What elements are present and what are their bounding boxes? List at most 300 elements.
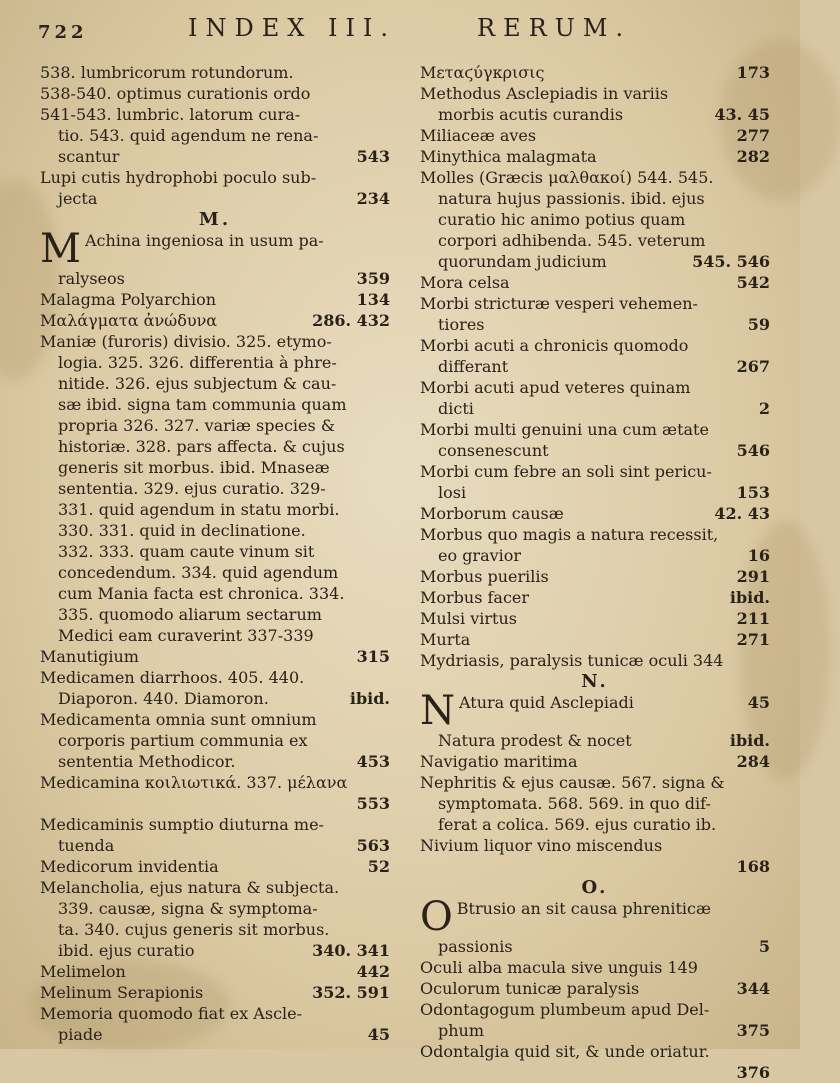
index-entry [40,226,390,272]
index-entry-text [420,608,517,629]
index-entry-label: Nephritis & ejus causæ. 567. signa & [420,773,725,792]
page-header [20,12,780,54]
index-entry [420,629,770,650]
index-page-reference: 234 [356,189,390,208]
index-entry-text [58,394,347,415]
index-page-reference [384,394,390,415]
index-entry-text [58,125,318,146]
index-page-reference: 352. 591 [312,983,390,1002]
index-letter-heading: O. [581,877,609,898]
index-entry [40,562,390,583]
index-page-reference [384,1003,390,1024]
index-entry-label: Minythica malagmata [420,147,597,166]
index-entry-text [420,978,639,999]
index-entry [420,856,770,877]
index-entry-text [438,209,685,230]
index-page-reference: 5 [758,937,770,956]
index-entry-text [58,730,308,751]
index-page-reference: 340. 341 [312,941,390,960]
index-page-reference [384,814,390,835]
index-entry [420,999,770,1020]
index-entry-text [438,398,474,419]
index-entry-text [40,772,347,793]
index-entry-text [40,814,324,835]
index-entry [420,730,770,751]
index-page-reference [384,898,390,919]
index-entry [420,167,770,188]
index-entry [40,856,390,877]
index-entry-text [420,272,510,293]
index-entry-label: corpori adhibenda. 545. veterum [438,231,706,250]
index-entry-label: Methodus Asclepiadis in variis [420,84,669,103]
index-entry-label: Morbus quo magis a natura recessit, [420,525,719,544]
index-page-reference: 16 [747,546,770,565]
index-entry [420,650,770,671]
index-entry [420,461,770,482]
index-entry-text [58,919,329,940]
index-page-reference [764,377,770,398]
drop-capital: M [40,226,81,272]
index-entry-label: 332. 333. quam caute vinum sit [58,542,315,561]
index-entry-label: Achina ingeniosa in usum pa- [84,231,324,250]
index-entry-text [40,331,332,352]
index-entry-text [420,587,529,608]
index-entry-text [420,419,709,440]
index-page-reference [384,331,390,352]
index-page-reference: 271 [736,630,770,649]
index-entry-label: differant [438,357,509,376]
index-entry-label: sententia Methodicor. [58,752,236,771]
index-entry [40,188,390,209]
index-entry-label: Medicorum invidentia [40,857,219,876]
index-entry-label: Memoria quomodo fiat ex Ascle- [40,1004,303,1023]
index-page-reference [764,835,770,856]
index-entry [40,772,390,793]
index-page-reference [384,230,390,268]
index-entry-label: Atura quid Asclepiadi [459,693,634,712]
index-entry [40,125,390,146]
index-entry-text [40,961,126,982]
index-entry-text [438,545,521,566]
index-page-reference: 453 [356,752,390,771]
index-entry [40,961,390,982]
index-page-reference [384,667,390,688]
index-entry-label: generis sit morbus. ibid. Mnaseæ [58,458,330,477]
index-entry-label: historiæ. 328. pars affecta. & cujus [58,437,345,456]
index-entry-label: Miliaceæ aves [420,126,537,145]
index-entry-text [58,415,335,436]
index-entry-label: ferat a colica. 569. ejus curatio ib. [438,815,717,834]
index-entry-text [58,898,318,919]
index-page-reference: ibid. [349,689,390,708]
index-entry-text [58,373,336,394]
index-entry [40,394,390,415]
index-entry [40,835,390,856]
index-page-reference [384,352,390,373]
index-page-reference [764,957,770,978]
index-entry-label: ta. 340. cujus generis sit morbus. [58,920,330,939]
index-entry-label: 331. quid agendum in statu morbi. [58,500,340,519]
index-entry-label: Mydriasis, paralysis tunicæ oculi 344 [420,651,724,670]
index-entry [420,608,770,629]
index-page-reference [384,730,390,751]
index-entry-text [58,436,345,457]
index-entry [420,377,770,398]
index-entry [40,1024,390,1045]
index-entry-label: dicti [438,399,474,418]
index-page-reference: 168 [736,857,770,876]
index-page-reference: 211 [736,609,770,628]
index-entry [40,940,390,961]
index-entry-text [58,541,314,562]
index-entry [420,688,770,734]
index-entry-label: nitide. 326. ejus subjectum & cau- [58,374,337,393]
index-page-reference: 43. 45 [714,105,770,124]
index-entry-label: 335. quomodo aliarum sectarum [58,605,322,624]
index-page-reference [764,898,770,936]
index-page-reference [384,104,390,125]
index-entry-label: passionis [438,937,513,956]
index-entry-label: Morbus facer [420,588,530,607]
index-entry [40,167,390,188]
index-entry-text [58,835,114,856]
index-entry-label: Molles (Græcis μαλθακοί) 544. 545. [420,168,714,187]
index-page-reference: 376 [736,1063,770,1082]
index-entry-label: piade [58,1025,103,1044]
running-title-left: INDEX III. [188,14,397,42]
index-entry-text [420,335,688,356]
index-entry-text [420,650,723,671]
index-entry-label: Odontagogum plumbeum apud Del- [420,1000,710,1019]
index-entry [40,541,390,562]
index-page-reference [384,478,390,499]
index-entry-label: Lupi cutis hydrophobi poculo sub- [40,168,317,187]
index-entry [40,520,390,541]
index-page-reference: 286. 432 [312,311,390,330]
index-entry-label: Manutigium [40,647,139,666]
index-entry [40,709,390,730]
index-page-reference: 59 [747,315,770,334]
index-page-reference: 543 [356,147,390,166]
index-entry-label: 538-540. optimus curationis ordo [40,84,311,103]
index-entry [40,373,390,394]
index-entry [420,104,770,125]
index-page-reference [764,83,770,104]
index-entry-label: 339. causæ, signa & symptoma- [58,899,318,918]
index-entry-text [58,146,119,167]
index-entry [420,1041,770,1062]
index-entry-label: Morbi acuti apud veteres quinam [420,378,691,397]
index-page-reference [764,814,770,835]
index-entry-text [40,646,139,667]
index-entry [420,314,770,335]
index-entry-label: Malagma Polyarchion [40,290,217,309]
index-page-reference [764,188,770,209]
index-entry-label: phum [438,1021,485,1040]
index-entry [40,919,390,940]
index-entry [40,352,390,373]
index-entry-text [420,377,690,398]
index-page-reference [384,919,390,940]
index-entry [420,62,770,83]
index-entry [40,982,390,1003]
index-entry-text [438,356,508,377]
index-entry-text [58,457,330,478]
index-entry [420,894,770,940]
index-entry [420,978,770,999]
index-entry-label: ibid. ejus curatio [58,941,195,960]
index-entry-label: Maniæ (furoris) divisio. 325. etymo- [40,332,332,351]
index-entry-text [438,104,623,125]
index-page-reference [384,520,390,541]
index-entry-label: Medicamenta omnia sunt omnium [40,710,317,729]
index-entry-label: Melimelon [40,962,126,981]
index-entry-label: symptomata. 568. 569. in quo dif- [438,794,711,813]
index-page-reference [764,1041,770,1062]
index-entry-label: Navigatio maritima [420,752,578,771]
index-entry [40,268,390,289]
index-page-reference: 2 [758,399,770,418]
index-entry [40,310,390,331]
index-entry-text [58,688,269,709]
index-entry [420,125,770,146]
index-page-reference: 42. 43 [714,504,770,523]
index-entry-text [40,1003,302,1024]
index-entry [40,646,390,667]
index-entry [420,419,770,440]
index-page-reference: 153 [736,483,770,502]
index-entry-label: Μεταϛύγκρισις [420,63,545,82]
index-entry-text [438,482,466,503]
index-entry-text [438,314,485,335]
index-page-reference: 52 [367,857,390,876]
index-entry-label: Melinum Serapionis [40,983,204,1002]
index-entry-text [58,1024,103,1045]
index-entry-text [58,562,338,583]
index-entry-label: Morbus puerilis [420,567,549,586]
index-page-reference [384,373,390,394]
index-entry-text [58,188,97,209]
index-entry [40,146,390,167]
index-page-reference [764,230,770,251]
index-page-reference [384,62,390,83]
index-entry [40,331,390,352]
index-entry-label: tiores [438,315,485,334]
index-page-reference [384,436,390,457]
index-entry-text [40,982,203,1003]
index-entry [420,1020,770,1041]
index-entry-label: Diaporon. 440. Diamoron. [58,689,269,708]
index-entry-text [420,999,709,1020]
index-entry [420,230,770,251]
index-entry-label: Btrusio an sit causa phreniticæ [456,899,712,918]
index-entry [420,1062,770,1083]
index-entry-label: Odontalgia quid sit, & unde oriatur. [420,1042,710,1061]
index-entry-label: Oculi alba macula sive unguis 149 [420,958,698,977]
index-entry-label: logia. 325. 326. differentia à phre- [58,353,337,372]
index-entry [40,499,390,520]
index-entry-label: Morbi acuti a chronicis quomodo [420,336,689,355]
index-page-reference: ibid. [729,588,770,607]
index-entry [420,503,770,524]
index-entry-text [420,125,536,146]
index-entry-text [40,877,339,898]
index-entry-text [420,167,713,188]
index-entry-label: Morbi multi genuini una cum ætate [420,420,709,439]
index-entry-text [438,230,705,251]
index-page-reference [764,167,770,188]
index-entry [420,440,770,461]
index-entry-label: jecta [58,189,98,208]
index-entry-label: Medici eam curaverint 337-339 [58,626,314,645]
index-entry [420,251,770,272]
index-letter-heading: N. [581,671,609,692]
index-page-reference [384,457,390,478]
index-entry-label: quorundam judicium [438,252,607,271]
index-entry [420,293,770,314]
index-entry [40,877,390,898]
index-page-reference [384,562,390,583]
index-entry-text [420,957,698,978]
index-entry [40,625,390,646]
index-entry [420,957,770,978]
index-entry-label: Morbi cum febre an soli sint pericu- [420,462,712,481]
index-entry-label: Μαλάγματα ἀνώδυνα [40,311,218,330]
index-entry-text [58,604,322,625]
drop-capital: N [420,688,455,734]
index-entry [40,751,390,772]
index-entry [420,272,770,293]
index-entry-label: Mora celsa [420,273,510,292]
index-page-reference [384,125,390,146]
index-entry-text [438,730,632,751]
index-entry [420,545,770,566]
index-entry [40,583,390,604]
index-entry [420,398,770,419]
index-page-reference: 291 [736,567,770,586]
index-entry-text [420,1041,710,1062]
index-entry-label: losi [438,483,467,502]
index-entry-text [420,688,634,734]
index-entry [420,587,770,608]
index-entry [40,898,390,919]
index-entry [40,688,390,709]
index-entry-label: tuenda [58,836,115,855]
index-entry [40,667,390,688]
index-entry [40,1003,390,1024]
right-column [420,62,770,1083]
index-entry-text [420,524,718,545]
index-page-reference [384,709,390,730]
index-entry-label: tio. 543. quid agendum ne rena- [58,126,319,145]
index-entry-label: Medicamen diarrhoos. 405. 440. [40,668,305,687]
index-entry-label: sententia. 329. ejus curatio. 329- [58,479,326,498]
index-page-reference [384,415,390,436]
index-entry [420,936,770,957]
index-entry-text [420,894,712,940]
index-entry-text [40,104,300,125]
index-entry-label: cum Mania facta est chronica. 334. [58,584,345,603]
index-entry-label: Murta [420,630,471,649]
index-entry-text [420,293,698,314]
index-entry-label: corporis partium communia ex [58,731,308,750]
index-entry [40,814,390,835]
index-entry-text [438,1020,484,1041]
index-page-reference [384,604,390,625]
index-entry-text [438,793,711,814]
index-entry [40,478,390,499]
index-entry-text [438,251,607,272]
index-entry-label: 538. lumbricorum rotundorum. [40,63,294,82]
index-entry-text [438,440,549,461]
index-entry [40,83,390,104]
index-entry-label: Nivium liquor vino miscendus [420,836,663,855]
index-page-reference: 546 [736,441,770,460]
index-entry-text [40,667,304,688]
index-entry-label: curatio hic animo potius quam [438,210,686,229]
index-page-reference: 553 [356,794,390,813]
index-entry-label: 330. 331. quid in declinatione. [58,521,306,540]
index-page-reference: 277 [736,126,770,145]
index-entry-label: Oculorum tunicæ paralysis [420,979,640,998]
index-entry-label: concedendum. 334. quid agendum [58,563,339,582]
index-entry-text [58,352,337,373]
index-entry [420,751,770,772]
index-entry-text [58,499,339,520]
index-entry [420,814,770,835]
index-page-reference [384,877,390,898]
index-page-reference: 542 [736,273,770,292]
index-entry-text [420,146,597,167]
index-entry-text [420,461,712,482]
left-column [40,62,390,1045]
index-entry-text [58,625,314,646]
index-entry [420,835,770,856]
index-page-reference: 173 [736,63,770,82]
index-entry-text [438,814,716,835]
index-entry-text [58,751,236,772]
index-entry-label: Morborum causæ [420,504,564,523]
index-entry [40,604,390,625]
index-entry-text [40,289,216,310]
index-page-reference: 45 [747,693,770,712]
index-page-reference: ibid. [729,731,770,750]
index-entry-text [40,856,219,877]
index-page-reference [764,209,770,230]
index-entry-text [40,709,317,730]
running-title-right: RERUM. [477,14,632,42]
index-entry-text [58,940,195,961]
index-entry-label: Medicaminis sumptio diuturna me- [40,815,324,834]
index-entry-text [420,629,470,650]
index-entry [40,62,390,83]
index-entry-label: ralyseos [58,269,125,288]
index-page-reference [384,625,390,646]
index-page-reference: 442 [356,962,390,981]
index-entry-label: sæ ibid. signa tam communia quam [58,395,347,414]
index-entry-text [40,167,316,188]
drop-capital: O [420,894,453,940]
page-number: 722 [38,22,88,43]
index-page-reference: 344 [736,979,770,998]
index-entry [40,415,390,436]
index-page-reference: 545. 546 [692,252,770,271]
index-page-reference: 315 [356,647,390,666]
index-entry-label: eo gravior [438,546,522,565]
index-page-reference [384,583,390,604]
index-entry [420,146,770,167]
index-entry-label: morbis acutis curandis [438,105,624,124]
